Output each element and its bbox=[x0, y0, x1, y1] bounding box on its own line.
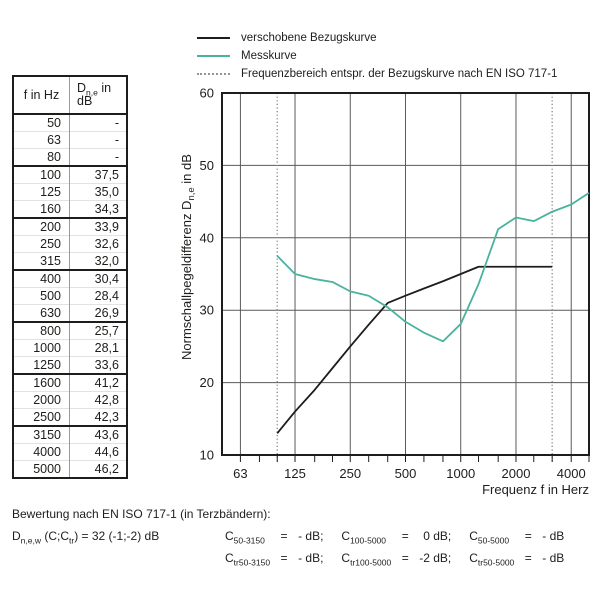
value-cell: 33,9 bbox=[70, 218, 128, 236]
value-cell: 34,3 bbox=[70, 201, 128, 219]
frequency-cell: 50 bbox=[13, 114, 70, 132]
y-tick-label: 40 bbox=[199, 230, 214, 246]
table-row bbox=[13, 253, 127, 271]
rating-value: $D_{n,e,w}$ $(C;C_{tr}) = 32$ (-1;-2) dB bbox=[12, 529, 160, 546]
x-tick-label: 1000 bbox=[446, 466, 476, 481]
frequency-cell: 3150 bbox=[13, 426, 70, 444]
x-tick-label: 500 bbox=[394, 466, 417, 481]
table-row bbox=[13, 132, 127, 149]
c-term-value: - dB; bbox=[298, 529, 324, 543]
table-header-row bbox=[13, 76, 127, 114]
table-row bbox=[13, 426, 127, 444]
legend-item bbox=[197, 31, 557, 45]
frequency-cell: 400 bbox=[13, 270, 70, 288]
c-term-equals: = bbox=[524, 529, 532, 543]
frequency-cell: 800 bbox=[13, 322, 70, 340]
x-tick-label: 250 bbox=[339, 466, 362, 481]
frequency-cell: 100 bbox=[13, 166, 70, 184]
value-cell: 28,4 bbox=[70, 288, 128, 305]
table-row bbox=[13, 357, 127, 375]
legend-item-label: Messkurve bbox=[241, 50, 297, 62]
x-tick-label: 125 bbox=[284, 466, 306, 481]
value-cell: 37,5 bbox=[70, 166, 128, 184]
value-cell: - bbox=[70, 132, 128, 149]
frequency-cell: 4000 bbox=[13, 444, 70, 461]
frequency-cell: 200 bbox=[13, 218, 70, 236]
value-cell: 28,1 bbox=[70, 340, 128, 357]
c-term-name: $C_{50-3150}$ bbox=[225, 529, 265, 546]
c-term-name: $C_{tr50-5000}$ bbox=[469, 551, 515, 568]
x-axis-label: Frequenz f in Herz bbox=[482, 482, 589, 497]
y-tick-label: 10 bbox=[199, 447, 214, 463]
table-row bbox=[13, 218, 127, 236]
c-term-name: $C_{50-5000}$ bbox=[469, 529, 510, 546]
x-tick-label: 63 bbox=[233, 466, 248, 481]
c-term-value: -2 dB; bbox=[419, 551, 452, 565]
legend-item bbox=[197, 67, 557, 81]
rating-title: Bewertung nach EN ISO 717-1 (in Terzbändern): bbox=[12, 507, 271, 521]
value-cell: 33,6 bbox=[70, 357, 128, 375]
frequency-cell: 80 bbox=[13, 149, 70, 167]
legend-item-label: Frequenzbereich entspr. der Bezugskurve nach EN ISO 717-1 bbox=[241, 68, 558, 80]
frequency-cell: 630 bbox=[13, 305, 70, 323]
legend-line-swatch bbox=[197, 55, 230, 57]
table-row bbox=[13, 201, 127, 219]
value-cell: 35,0 bbox=[70, 184, 128, 201]
y-axis-label: Normschallpegeldifferenz $D_{n,e}$ in dB bbox=[179, 154, 197, 360]
legend-line-swatch bbox=[197, 73, 230, 75]
c-term-equals: = bbox=[401, 529, 409, 543]
value-cell: - bbox=[114, 116, 119, 130]
c-term-equals: = bbox=[280, 551, 288, 565]
header-level: $D_{n,e}$ in dB bbox=[70, 76, 128, 114]
table-row bbox=[13, 409, 127, 427]
legend-item-label: verschobene Bezugskurve bbox=[241, 32, 377, 44]
y-tick-label: 20 bbox=[199, 375, 214, 391]
table-row bbox=[13, 288, 127, 305]
value-cell: 43,6 bbox=[70, 426, 128, 444]
value-cell: 26,9 bbox=[70, 305, 128, 323]
legend-line-swatch bbox=[197, 37, 230, 39]
value-cell: 41,2 bbox=[70, 374, 128, 392]
chart-legend bbox=[197, 31, 557, 85]
c-term-value: - dB; bbox=[298, 551, 324, 565]
frequency-cell: 1600 bbox=[13, 374, 70, 392]
frequency-table bbox=[12, 75, 128, 479]
x-tick-label: 4000 bbox=[556, 466, 586, 481]
c-term-value: - dB bbox=[542, 551, 565, 565]
table-row bbox=[13, 392, 127, 409]
table-row bbox=[13, 149, 127, 167]
c-term-name: $C_{100-5000}$ bbox=[341, 529, 386, 546]
table-row bbox=[13, 114, 127, 132]
value-cell: 32,0 bbox=[70, 253, 128, 271]
table-row bbox=[13, 322, 127, 340]
spectrum-adaptation-terms bbox=[225, 529, 565, 568]
y-tick-label: 60 bbox=[199, 85, 214, 101]
table-row bbox=[13, 340, 127, 357]
value-cell: 30,4 bbox=[70, 270, 128, 288]
value-cell: 25,7 bbox=[70, 322, 128, 340]
frequency-cell: 250 bbox=[13, 236, 70, 253]
frequency-table-header bbox=[13, 76, 127, 114]
c-term-equals: = bbox=[280, 529, 288, 543]
x-tick-label: 2000 bbox=[501, 466, 531, 481]
y-tick-label: 30 bbox=[199, 302, 214, 318]
c-term-name: $C_{tr100-5000}$ bbox=[341, 551, 392, 568]
frequency-cell: 1250 bbox=[13, 357, 70, 375]
value-cell: 46,2 bbox=[70, 461, 128, 479]
value-cell: - bbox=[70, 149, 128, 167]
frequency-table-body bbox=[13, 114, 127, 478]
c-term-value: - dB bbox=[542, 529, 565, 543]
value-cell: 42,8 bbox=[70, 392, 128, 409]
value-cell: 32,6 bbox=[70, 236, 128, 253]
value-cell: 42,3 bbox=[70, 409, 128, 427]
c-term-equals: = bbox=[401, 551, 409, 565]
y-tick-label: 50 bbox=[199, 157, 214, 173]
frequency-cell: 2000 bbox=[13, 392, 70, 409]
table-row bbox=[13, 236, 127, 253]
frequency-cell: 500 bbox=[13, 288, 70, 305]
value-cell: 44,6 bbox=[70, 444, 128, 461]
c-term-equals: = bbox=[524, 551, 532, 565]
table-row bbox=[13, 184, 127, 201]
reference-curve-line bbox=[277, 267, 552, 434]
table-row bbox=[13, 374, 127, 392]
c-term-name: $C_{tr50-3150}$ bbox=[225, 551, 271, 568]
frequency-cell: 5000 bbox=[13, 461, 70, 479]
table-row bbox=[13, 270, 127, 288]
table-row bbox=[13, 305, 127, 323]
frequency-cell: 160 bbox=[13, 201, 70, 219]
legend-item bbox=[197, 49, 557, 63]
c-term-value: 0 dB; bbox=[423, 529, 452, 543]
table-row bbox=[13, 461, 127, 479]
table-row bbox=[13, 444, 127, 461]
rating-footer bbox=[12, 507, 592, 568]
frequency-cell: 125 bbox=[13, 184, 70, 201]
header-frequency: f in Hz bbox=[13, 76, 70, 114]
table-row bbox=[13, 166, 127, 184]
frequency-cell: 63 bbox=[13, 132, 70, 149]
frequency-cell: 1000 bbox=[13, 340, 70, 357]
frequency-cell: 315 bbox=[13, 253, 70, 271]
frequency-cell: 2500 bbox=[13, 409, 70, 427]
